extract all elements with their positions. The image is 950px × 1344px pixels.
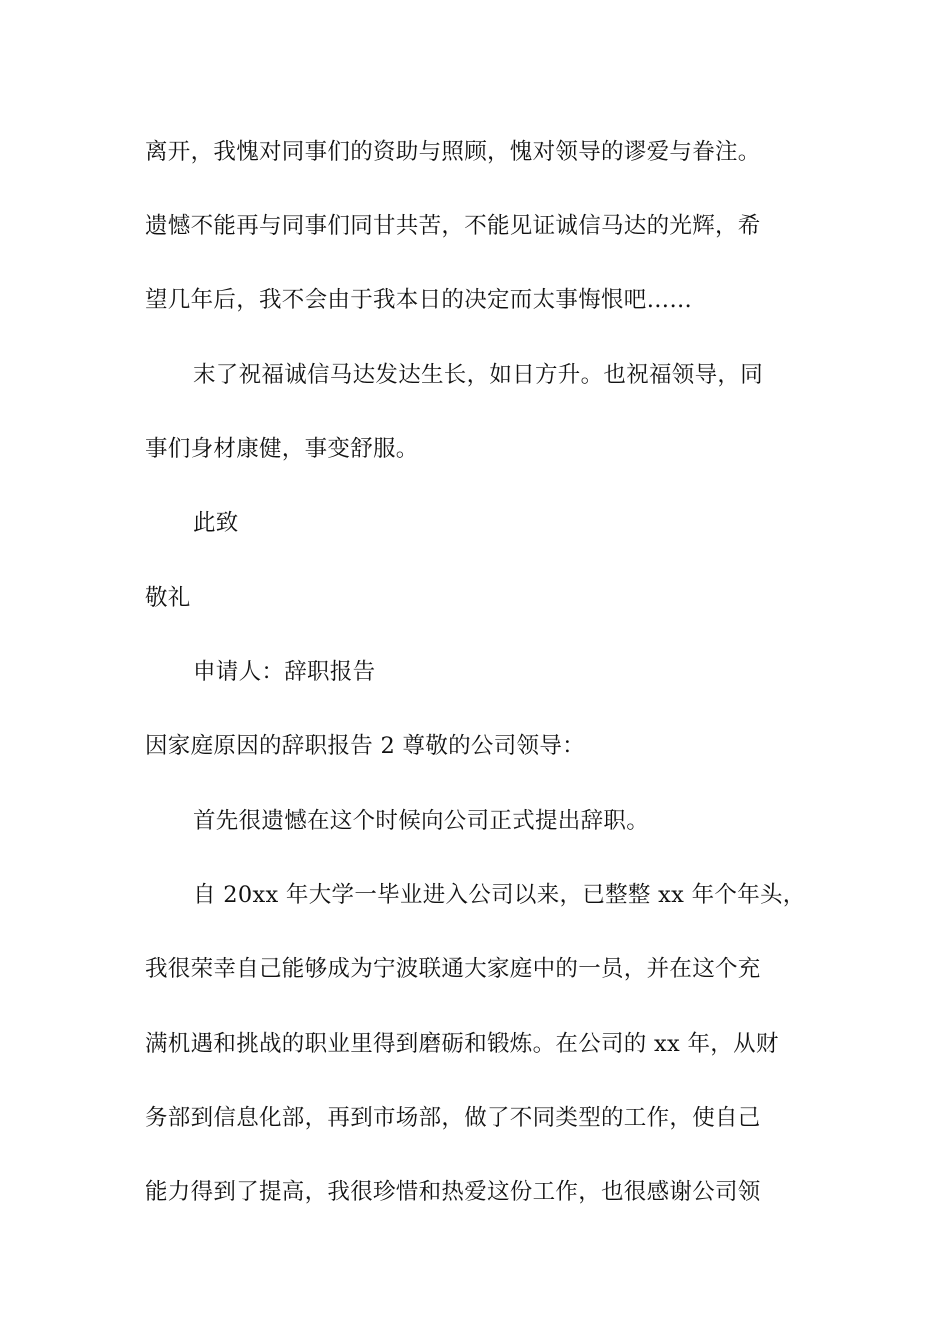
closing-regards: 敬礼 bbox=[145, 585, 191, 611]
text-line: 我很荣幸自己能够成为宁波联通大家庭中的一员，并在这个充 bbox=[145, 956, 761, 982]
text-line: 自 20xx 年大学一毕业进入公司以来，已整整 xx 年个年头， bbox=[193, 882, 806, 908]
text-line: 务部到信息化部，再到市场部，做了不同类型的工作，使自己 bbox=[145, 1105, 761, 1131]
text-line: 末了祝福诚信马达发达生长，如日方升。也祝福领导，同 bbox=[193, 362, 764, 388]
text-line: 离开，我愧对同事们的资助与照顾，愧对领导的谬爱与眷注。 bbox=[145, 139, 761, 165]
section-heading: 因家庭原因的辞职报告 2 尊敬的公司领导： bbox=[145, 733, 585, 759]
text-line: 望几年后，我不会由于我本日的决定而太事悔恨吧…… bbox=[145, 287, 693, 313]
text-line: 满机遇和挑战的职业里得到磨砺和锻炼。在公司的 xx 年，从财 bbox=[145, 1031, 779, 1057]
text-line: 能力得到了提高，我很珍惜和热爱这份工作，也很感谢公司领 bbox=[145, 1179, 761, 1205]
closing-salutation: 此致 bbox=[193, 510, 239, 536]
text-line: 首先很遗憾在这个时候向公司正式提出辞职。 bbox=[193, 808, 650, 834]
applicant-line: 申请人：辞职报告 bbox=[193, 659, 376, 685]
text-line: 遗憾不能再与同事们同甘共苦，不能见证诚信马达的光辉，希 bbox=[145, 213, 761, 239]
text-line: 事们身材康健，事变舒服。 bbox=[145, 436, 419, 462]
